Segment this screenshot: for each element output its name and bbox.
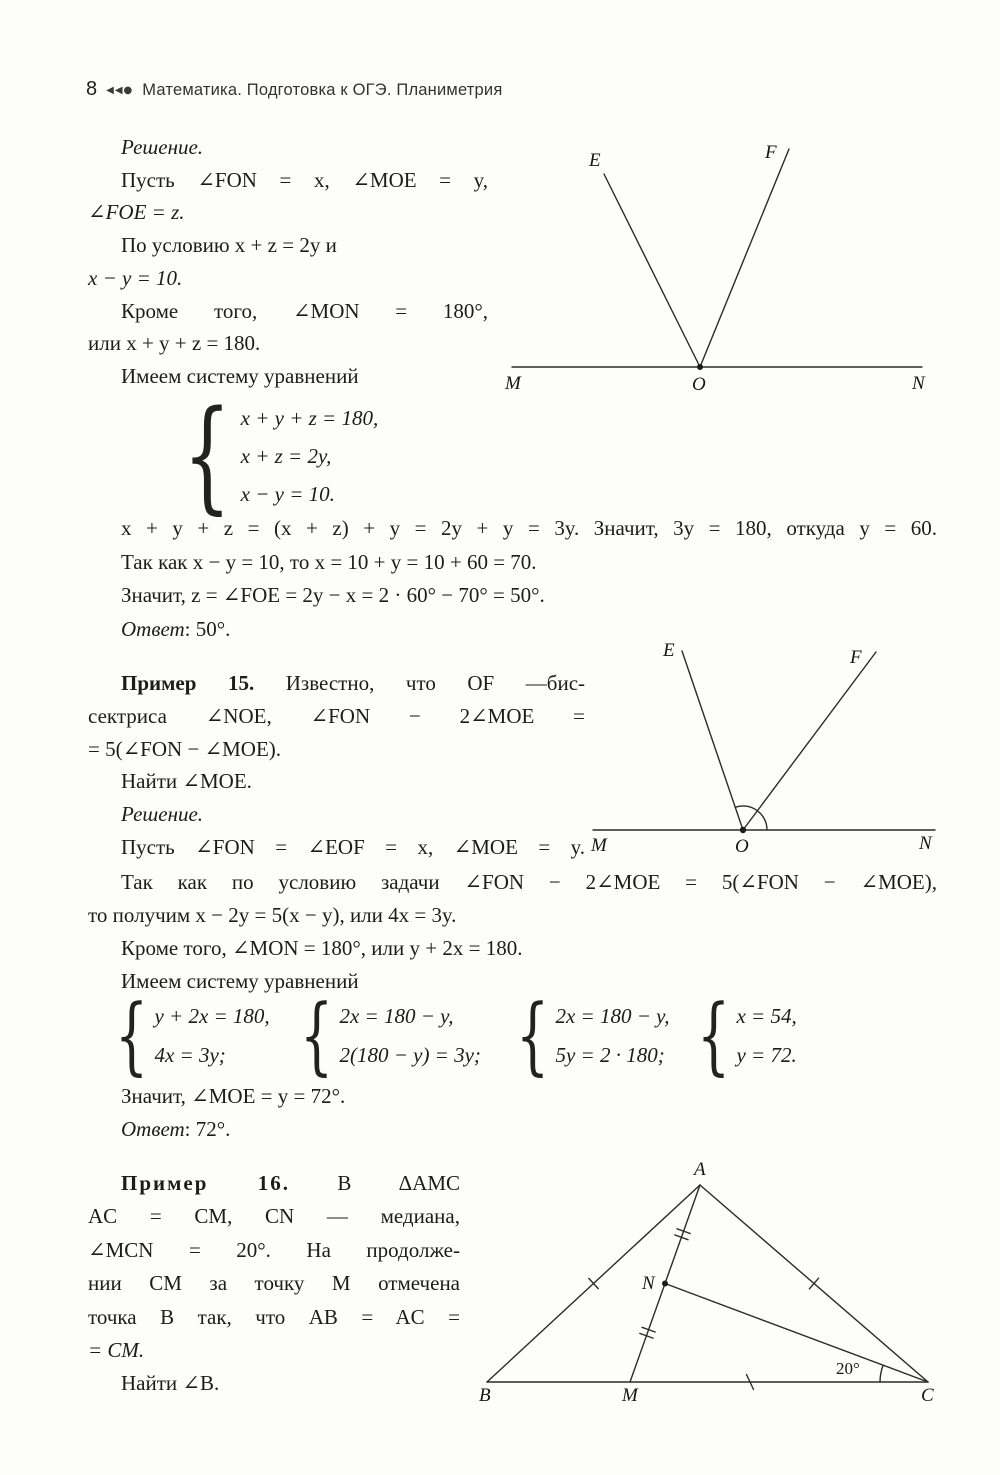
- text-line: то получим x − 2y = 5(x − y), или 4x = 3y.: [88, 903, 457, 927]
- text-fragment: В ΔAMC: [337, 1171, 461, 1195]
- label-N: N: [919, 833, 932, 854]
- example-15-intro: [88, 667, 585, 864]
- label-F: F: [765, 142, 777, 163]
- equation-system-1: [183, 384, 379, 527]
- label-B: B: [479, 1385, 491, 1406]
- equation-line: x + y + z = 180,: [240, 406, 379, 430]
- text-line: Решение.: [121, 802, 204, 827]
- label-C: C: [921, 1385, 934, 1406]
- triangle-diagram: [455, 1155, 980, 1420]
- text-line: Найти ∠B.: [121, 1371, 220, 1396]
- ray-OF: [743, 652, 876, 830]
- text-line: ∠FOE = z.: [88, 200, 185, 225]
- example-15-label: Пример 15.: [121, 671, 255, 695]
- equation-line: 5y = 2 · 180;: [555, 1043, 665, 1067]
- answer-label: Ответ: [121, 616, 185, 641]
- text-line: Так как по условию задачи ∠FON − 2∠MOE = 5(∠FON − ∠MOE),: [121, 870, 937, 894]
- angle-diagram-1: [495, 133, 950, 403]
- tick-AC: [809, 1278, 818, 1289]
- text-line: ∠MCN = 20°. На продолже-: [88, 1237, 460, 1262]
- equation-line: 2(180 − y) = 3y;: [339, 1043, 481, 1067]
- text-line: сектриса ∠NOE, ∠FON − 2∠MOE =: [88, 703, 585, 728]
- text-line: AC = CM, CN — медиана,: [88, 1204, 460, 1229]
- label-A: A: [694, 1159, 706, 1180]
- equation-line: y + 2x = 180,: [154, 1004, 270, 1028]
- text-line: Имеем систему уравнений: [121, 969, 359, 993]
- text-line: Значит, ∠MOE = y = 72°.: [121, 1084, 346, 1108]
- text-line: или x + y + z = 180.: [88, 331, 261, 356]
- ray-OF: [700, 149, 789, 367]
- answer-line: [88, 1113, 688, 1146]
- answer-value: : 50°.: [184, 616, 231, 641]
- label-M: M: [505, 373, 521, 394]
- equation-line: 4x = 3y;: [154, 1043, 226, 1067]
- label-E: E: [663, 640, 675, 661]
- running-header: [86, 78, 502, 101]
- equation-line: x + z = 2y,: [240, 444, 332, 468]
- text-line: Пусть ∠FON = x, ∠MOE = y,: [121, 167, 488, 192]
- header-title: Математика. Подготовка к ОГЭ. Планиметрия: [142, 81, 503, 99]
- equation-line: x − y = 10.: [240, 482, 335, 506]
- label-N: N: [642, 1273, 655, 1294]
- example-16-label: Пример 16.: [121, 1171, 290, 1195]
- system-brace: {: [516, 986, 550, 1085]
- text-line: Решение.: [121, 135, 204, 159]
- example-15-conclusion: [88, 1080, 688, 1146]
- angle-diagram-2: [585, 640, 955, 860]
- example-16-text: [88, 1167, 460, 1401]
- equation-line: y = 72.: [736, 1043, 797, 1067]
- solution-14-text: [88, 131, 488, 393]
- example-15-body: [88, 866, 937, 998]
- point-N-dot: [662, 1281, 668, 1287]
- label-M: M: [622, 1385, 638, 1406]
- text-line: нии CM за точку M отмечена: [88, 1271, 460, 1296]
- system-brace: {: [300, 986, 334, 1085]
- system-brace: {: [183, 384, 232, 527]
- equation-system-2b: [300, 986, 481, 1085]
- text-line: Найти ∠MOE.: [121, 769, 252, 794]
- system-brace: {: [115, 986, 149, 1085]
- label-M: M: [591, 835, 607, 856]
- angle-arc: [735, 806, 767, 830]
- text-line: Кроме того, ∠MON = 180°,: [121, 298, 488, 323]
- text-line: x − y = 10.: [88, 265, 183, 290]
- text-line: = CM.: [88, 1338, 145, 1363]
- ray-OE: [682, 651, 743, 830]
- point-O-dot: [740, 827, 746, 833]
- text-line: Кроме того, ∠MON = 180°, или y + 2x = 180.: [121, 936, 523, 960]
- point-O-dot: [697, 364, 703, 370]
- ray-OE: [604, 174, 700, 367]
- equation-system-2a: [115, 986, 270, 1085]
- angle-arc-C: [880, 1365, 883, 1382]
- label-F: F: [850, 647, 862, 668]
- text-line: Пусть ∠FON = ∠EOF = x, ∠MOE = y.: [121, 834, 585, 859]
- page-number: 8: [86, 78, 98, 100]
- text-line: = 5(∠FON − ∠MOE).: [88, 736, 282, 761]
- angle-value-label: 20°: [836, 1359, 860, 1378]
- equation-line: 2x = 180 − y,: [339, 1004, 454, 1028]
- text-line: x + y + z = (x + z) + y = 2y + y = 3y. Значит, 3y = 180, откуда y = 60.: [121, 516, 937, 540]
- text-line: [88, 667, 585, 700]
- solution-14-continued: [88, 512, 937, 646]
- label-N: N: [912, 373, 925, 394]
- text-line: Так как x − y = 10, то x = 10 + y = 10 + 60 = 70.: [121, 549, 537, 574]
- equation-line: x = 54,: [736, 1004, 797, 1028]
- equation-system-2c: [516, 986, 670, 1085]
- segment-NC: [665, 1284, 928, 1383]
- label-O: O: [735, 836, 749, 857]
- text-line: Имеем систему уравнений: [121, 363, 359, 388]
- answer-label: Ответ: [121, 1117, 185, 1141]
- publisher-mark-icon: ◀◀●: [106, 85, 134, 96]
- text-line: По условию x + z = 2y и: [121, 233, 337, 258]
- label-E: E: [589, 150, 601, 171]
- label-O: O: [692, 374, 706, 395]
- text-fragment: Известно, что OF —бис-: [285, 671, 586, 695]
- text-line: точка B так, что AB = AC =: [88, 1304, 460, 1329]
- answer-value: : 72°.: [184, 1117, 231, 1141]
- equation-system-2d: [697, 986, 797, 1085]
- equation-line: 2x = 180 − y,: [555, 1004, 670, 1028]
- system-brace: {: [697, 986, 731, 1085]
- text-line: Значит, z = ∠FOE = 2y − x = 2 · 60° − 70° = 50°.: [121, 583, 545, 608]
- text-line: [88, 1167, 460, 1200]
